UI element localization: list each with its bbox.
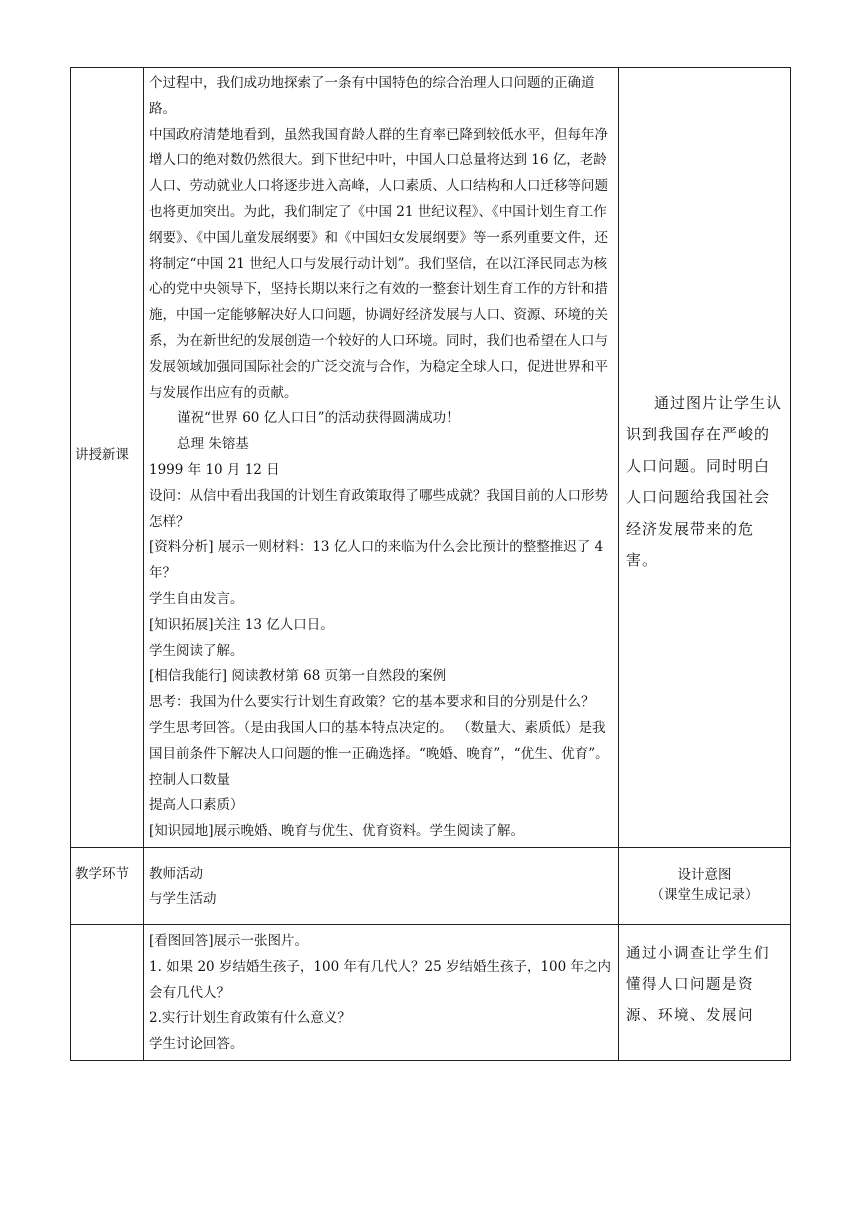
activity-cell [144,924,619,1060]
lesson-plan-table [70,67,791,1061]
activity-line: 提高人口素质） [149,797,244,814]
design-intent-note: 通过小调查让学生们懂得人口问题是资源、环境、发展问 [626,945,770,1024]
header-cell [619,847,791,924]
table-row [71,68,791,848]
activity-line: 学生讨论回答。 [149,1036,244,1053]
section-cell [71,68,144,848]
activity-cell [144,68,619,848]
intent-cell [619,68,791,848]
table-header-row [71,847,791,924]
header-class-record: （课堂生成记录） [650,886,759,903]
activity-line: [看图回答]展示一张图片。 [149,932,309,949]
design-intent-note [619,388,790,577]
header-cell [144,847,619,924]
intent-cell [619,924,791,1060]
activity-line: 学生自由发言。 [149,590,244,607]
activity-line: [资料分析] 展示一则材料：13 亿人口的来临为什么会比预计的整整推迟了 4 年？ [149,539,604,582]
activity-line: 学生阅读了解。 [149,642,244,659]
letter-closing: 谨祝“世界 60 亿人口日”的活动获得圆满成功！ [177,410,460,427]
header-section: 教学环节 [75,865,129,882]
activity-line: 设问：从信中看出我国的计划生育政策取得了哪些成就？我国目前的人口形势怎样？ [149,487,608,530]
table-row [71,924,791,1060]
activity-line: 2.实行计划生育政策有什么意义？ [149,1010,351,1027]
activity-line: 1. 如果 20 岁结婚生孩子，100 年有几代人？25 岁结婚生孩子，100 年之内会有几代人？ [149,958,612,1001]
letter-paragraph: 个过程中，我们成功地探索了一条有中国特色的综合治理人口问题的正确道路。 [149,75,595,117]
section-label: 讲授新课 [75,446,129,463]
header-teacher-activity: 教师活动 [149,865,203,882]
design-intent-text: 通过图片让学生认识到我国存在严峻的人口问题。同时明白人口问题给我国社会经济发展带来的危害。 [626,393,783,570]
activity-line: 思考：我国为什么要实行计划生育政策？它的基本要求和目的分别是什么？ [149,694,595,711]
header-student-activity: 与学生活动 [149,890,217,907]
header-cell [71,847,144,924]
letter-signature: 总理 朱镕基 [177,436,249,453]
activity-line: [知识园地]展示晚婚、晚育与优生、优育资料。学生阅读了解。 [149,823,525,840]
header-design-intent: 设计意图 [677,866,732,883]
letter-paragraph: 中国政府清楚地看到，虽然我国育龄人群的生育率已降到较低水平，但每年净增人口的绝对数仍然很大。到下世纪中叶，中国人口总量将达到 16 亿，老龄人口、劳动就业人口将逐步进入高峰，人口素质、人口结构和人口迁移等问题也将更加突出。为此，我们制定了《中国 21 世纪议程》、《中国计划生育工作纲要》、《中国儿童发展纲要》和《中国妇女发展纲要》等一系列重要文件，还将制定“中国 21 世纪人口与发展行动计划”。我们坚信，在以江泽民同志为核心的党中央领导下，坚持长期以来行之有效的一整套计划生育工作的方针和措施，中国一定能够解决好人口问题，协调好经济发展与人口、资源、环境的关系，为在新世纪的发展创造一个较好的人口环境。同时，我们也希望在人口与发展领域加强同国际社会的广泛交流与合作，为稳定全球人口，促进世界和平与发展作出应有的贡献。 [149,126,608,401]
activity-line: [相信我能行] 阅读教材第 68 页第一自然段的案例 [149,668,447,685]
activity-line: [知识拓展]关注 13 亿人口日。 [149,616,334,633]
section-cell [71,924,144,1060]
letter-date: 1999 年 10 月 12 日 [149,461,280,478]
activity-line: 学生思考回答。（是由我国人口的基本特点决定的。 （数量大、素质低）是我国目前条件下解决人口问题的惟一正确选择。“晚婚、晚育”，“优生、优育”。控制人口数量 [149,719,609,788]
